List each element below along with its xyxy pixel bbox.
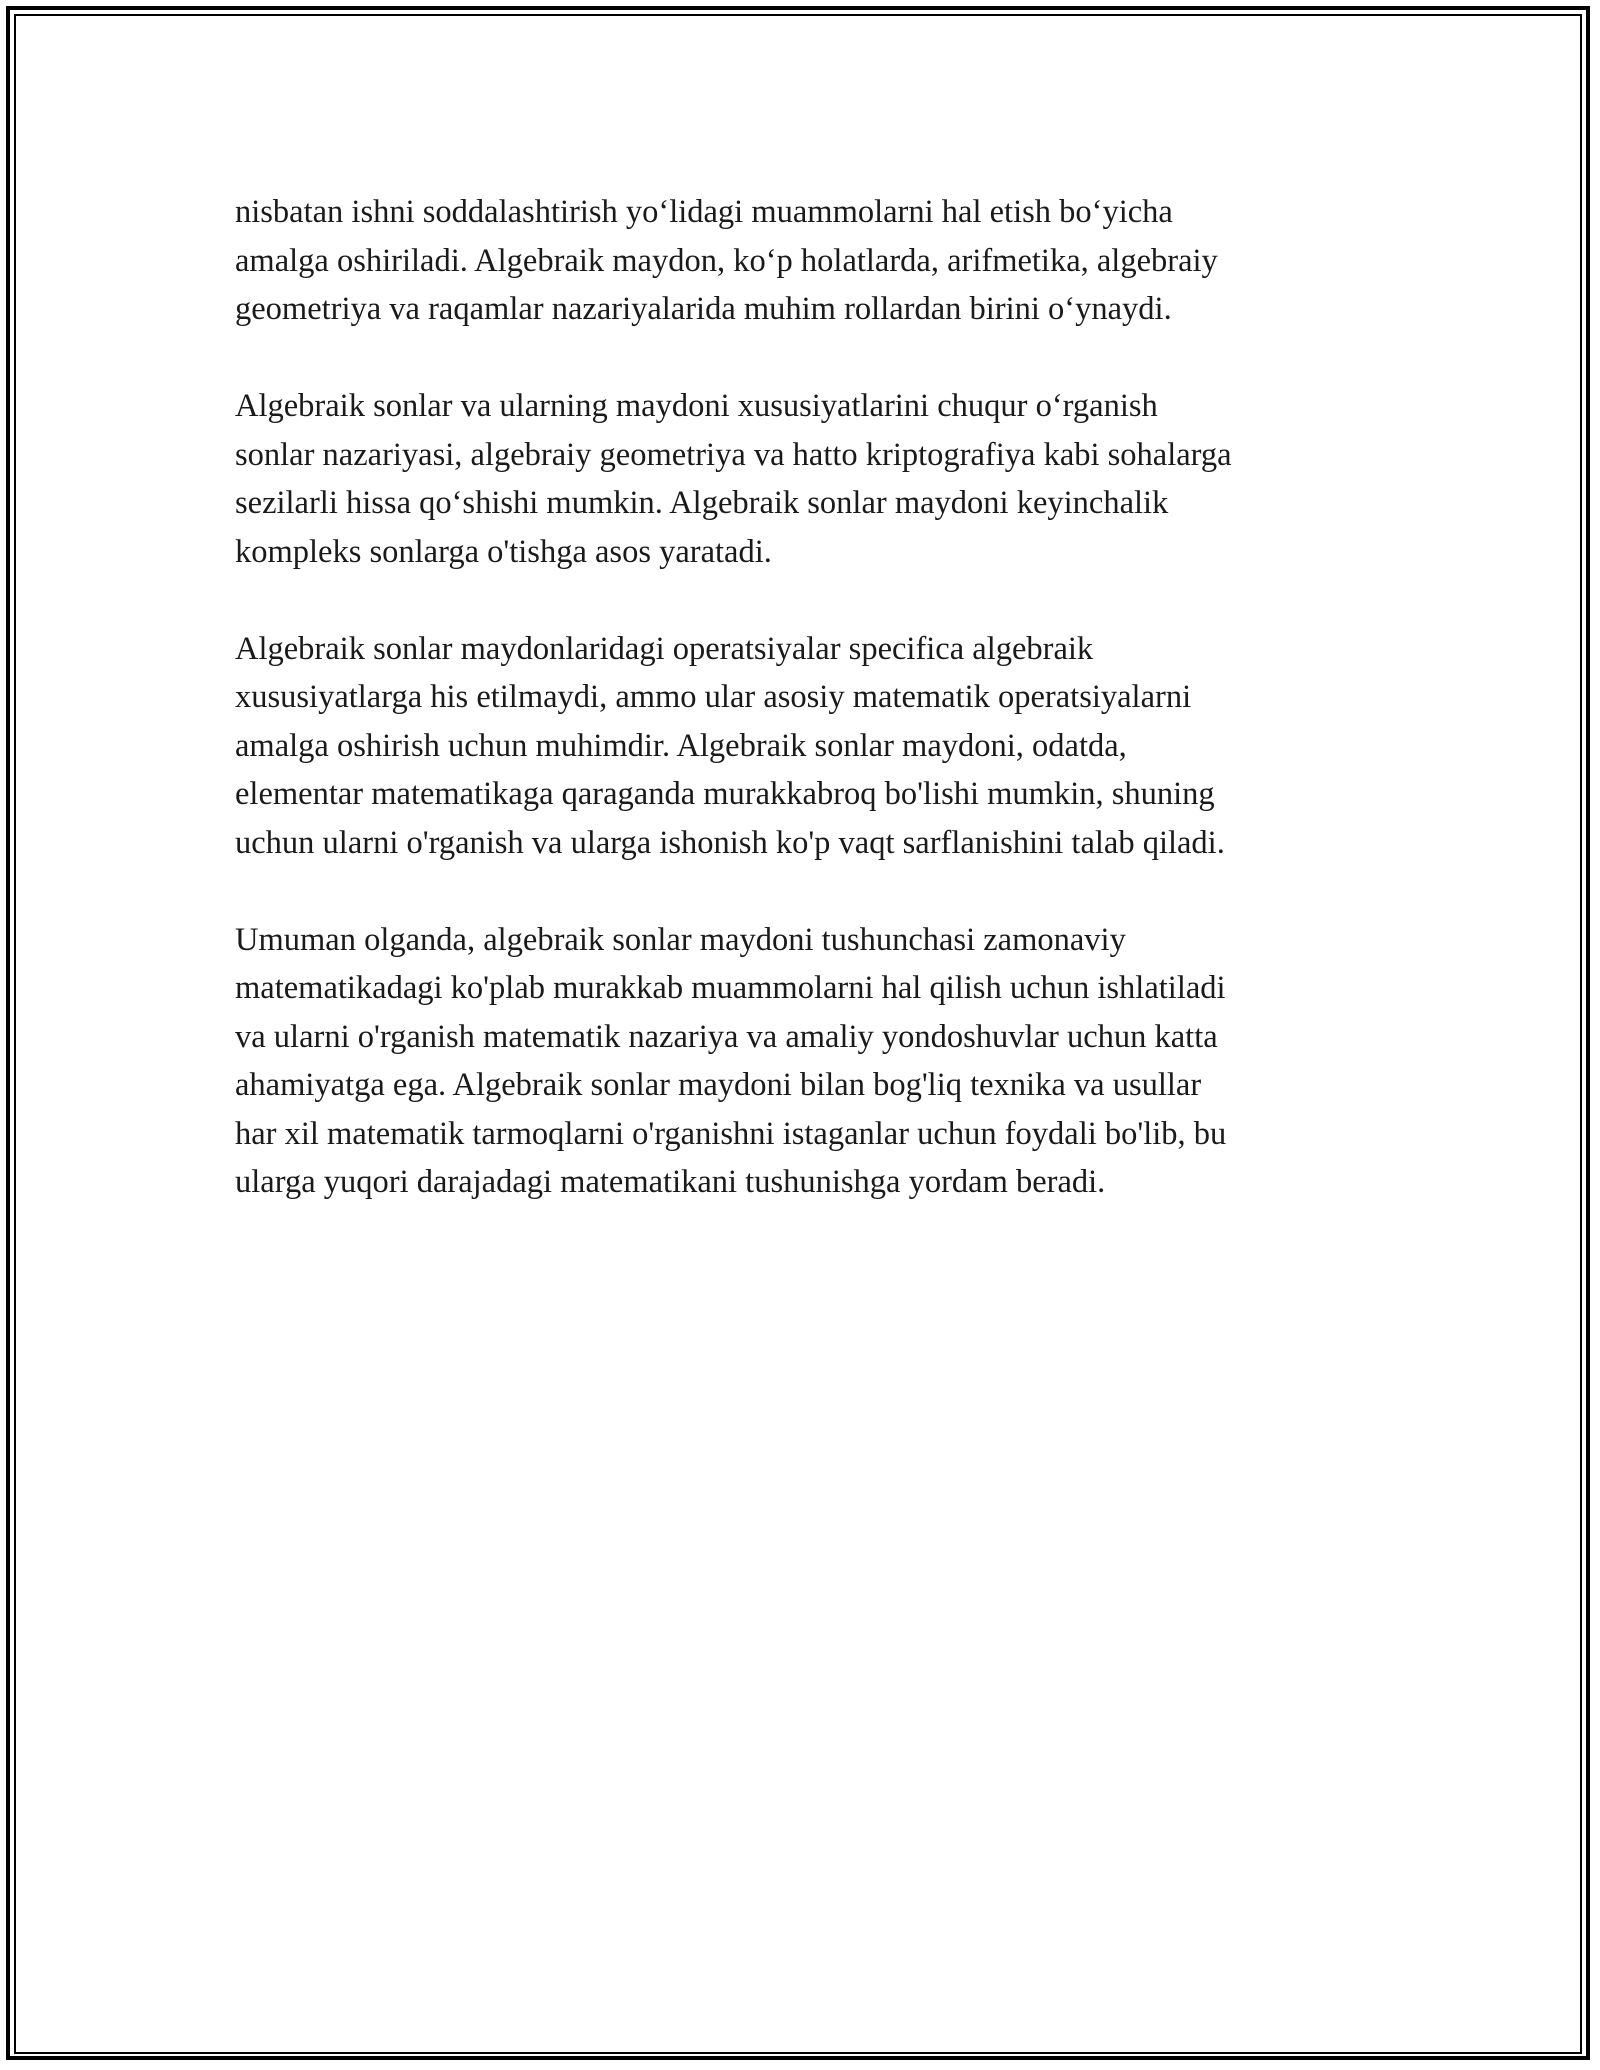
paragraph-3 (235, 625, 1375, 868)
paragraph-4 (235, 916, 1375, 1207)
paragraph-line: matematikadagi ko'plab murakkab muammolarni hal qilish uchun ishlatiladi (235, 970, 1226, 1006)
paragraph-line: sonlar nazariyasi, algebraiy geometriya va hatto kriptografiya kabi sohalarga (235, 436, 1232, 473)
paragraph-line: amalga oshirish uchun muhimdir. Algebraik sonlar maydoni, odatda, (235, 727, 1127, 764)
paragraph-line: ularga yuqori darajadagi matematikani tushunishga yordam beradi. (235, 1164, 1106, 1200)
paragraph-line: Algebraik sonlar maydonlaridagi operatsiyalar specifica algebraik (235, 630, 1094, 667)
paragraph-line: nisbatan ishni soddalashtirish yo‘lidagi muammolarni hal etish bo‘yicha (235, 194, 1173, 230)
paragraph-line: va ularni o'rganish matematik nazariya va amaliy yondoshuvlar uchun katta (235, 1018, 1218, 1055)
paragraph-line: har xil matematik tarmoqlarni o'rganishni istaganlar uchun foydali bo'lib, bu (235, 1115, 1227, 1152)
paragraph-line: Umuman olganda, algebraik sonlar maydoni tushunchasi zamonaviy (235, 921, 1126, 958)
document-body (235, 188, 1375, 1255)
paragraph-1 (235, 188, 1375, 334)
paragraph-line: sezilarli hissa qo‘shishi mumkin. Algebraik sonlar maydoni keyinchalik (235, 485, 1169, 521)
paragraph-line: uchun ularni o'rganish va ularga ishonish ko'p vaqt sarflanishini talab qiladi. (235, 824, 1225, 861)
paragraph-2 (235, 382, 1375, 576)
paragraph-line: ahamiyatga ega. Algebraik sonlar maydoni bilan bog'liq texnika va usullar (235, 1067, 1202, 1103)
paragraph-line: geometriya va raqamlar nazariyalarida muhim rollardan birini o‘ynaydi. (235, 291, 1172, 327)
paragraph-line: xususiyatlarga his etilmaydi, ammo ular asosiy matematik operatsiyalarni (235, 679, 1192, 715)
paragraph-line: Algebraik sonlar va ularning maydoni xususiyatlarini chuqur o‘rganish (235, 388, 1158, 424)
paragraph-line: kompleks sonlarga o'tishga asos yaratadi. (235, 533, 772, 570)
paragraph-line: amalga oshiriladi. Algebraik maydon, ko‘p holatlarda, arifmetika, algebraiy (235, 242, 1218, 279)
paragraph-line: elementar matematikaga qaraganda murakkabroq bo'lishi mumkin, shuning (235, 776, 1215, 812)
